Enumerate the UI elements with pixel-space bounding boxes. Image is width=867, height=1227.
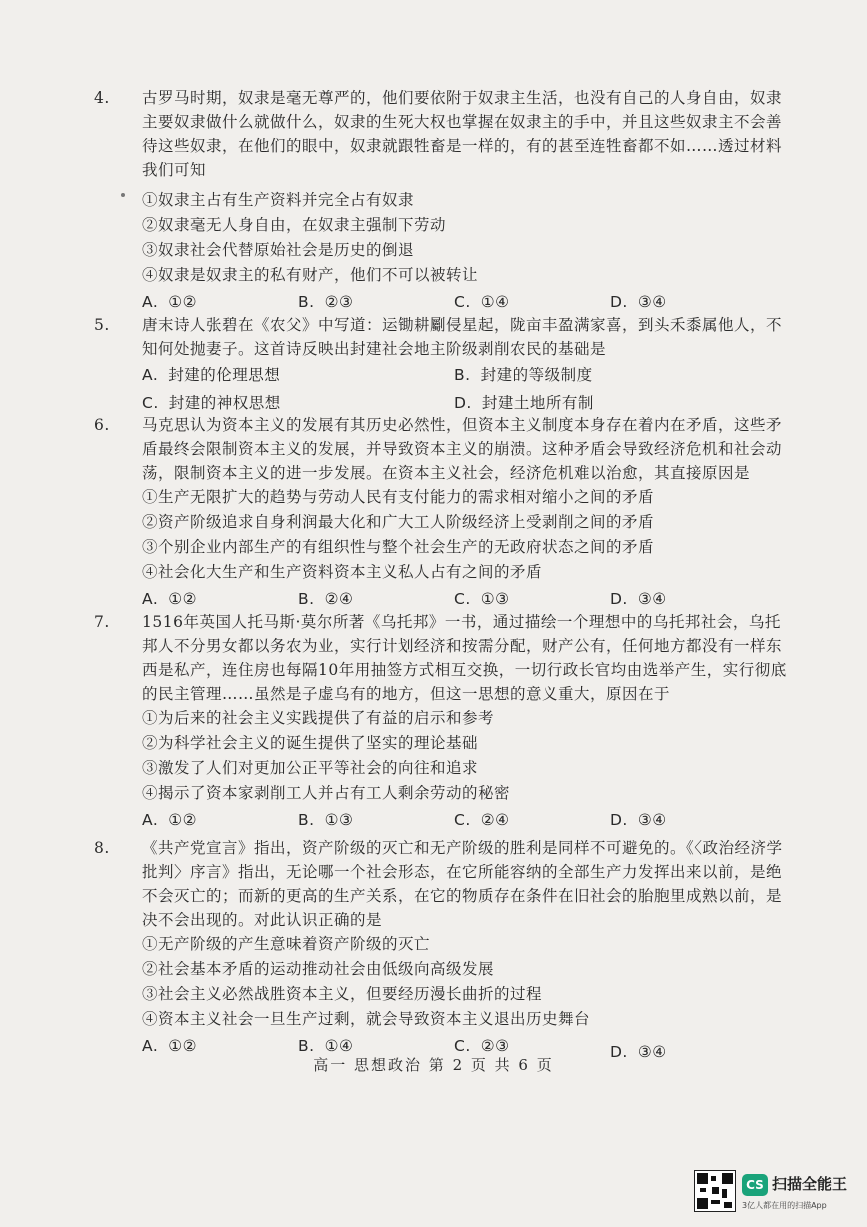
statement-item: ①无产阶级的产生意味着资产阶级的灭亡 [142,935,431,953]
question-stem-text: 马克思认为资本主义的发展有其历史必然性，但资本主义制度本身存在着内在矛盾，这些矛盾最终会限制资本主义的发展，并导致资本主义的崩溃。这种矛盾会导致经济危机和社会动荡，限制资本主义的进一步发展。在资本主义社会，经济危机难以治愈，其直接原因是 [142,416,783,482]
page-footer: 高一 思想政治 第 2 页 共 6 页 [313,1056,554,1074]
statement-item: ②奴隶毫无人身自由，在奴隶主强制下劳动 [142,216,447,234]
question-stem [94,86,788,182]
question-7 [94,610,788,834]
question-5 [94,313,788,417]
statement-item: ③个别企业内部生产的有组织性与整个社会生产的无政府状态之间的矛盾 [142,538,655,556]
choice-d[interactable]: D. 封建土地所有制 [454,394,594,412]
question-number: 6. [94,416,110,434]
choice-c[interactable]: C. ①③ [454,590,510,608]
statement-item: ①奴隶主占有生产资料并完全占有奴隶 [142,191,415,209]
statement-item: ①生产无限扩大的趋势与劳动人民有支付能力的需求相对缩小之间的矛盾 [142,488,655,506]
question-stem [94,413,788,485]
camscanner-name: 扫描全能王 [772,1175,848,1193]
statement-item: ③奴隶社会代替原始社会是历史的倒退 [142,241,415,259]
choice-a[interactable]: A. ①② [142,590,198,608]
statement-item: ④社会化大生产和生产资料资本主义私人占有之间的矛盾 [142,563,543,581]
choice-d[interactable]: D. ③④ [610,590,667,608]
question-stem-text: 1516年英国人托马斯·莫尔所著《乌托邦》一书，通过描绘一个理想中的乌托邦社会，乌托邦人不分男女都以务农为业，实行计划经济和按需分配，财产公有，任何地方都没有一样东西是私产，连住房也每隔10年用抽签方式相互交换，一切行政长官均由选举产生，实行彻底的民主管理……虽然是子虚乌有的地方，但这一思想的意义重大，原因在于 [142,613,787,703]
statement-item: ①为后来的社会主义实践提供了有益的启示和参考 [142,709,495,727]
choice-b[interactable]: B. ①④ [298,1037,354,1055]
answer-choices [118,808,788,834]
choice-c[interactable]: C. ②③ [454,1037,510,1055]
question-8 [94,836,788,1061]
statement-item: ③激发了人们对更加公正平等社会的向往和追求 [142,759,479,777]
choice-d[interactable]: D. ③④ [610,811,667,829]
question-stem [94,610,788,706]
question-stem [94,836,788,932]
statement-item: ④揭示了资本家剥削工人并占有工人剩余劳动的秘密 [142,784,511,802]
question-stem [94,313,788,361]
statement-item: ④奴隶是奴隶主的私有财产，他们不可以被转让 [142,266,479,284]
question-stem-text: 《共产党宣言》指出，资产阶级的灭亡和无产阶级的胜利是同样不可避免的。《〈政治经济学批判〉序言》指出，无论哪一个社会形态，在它所能容纳的全部生产力发挥出来以前，是绝不会灭亡的；而新的更高的生产关系，在它的物质存在条件在旧社会的胎胞里成熟以前，是决不会出现的。对此认识正确的是 [142,839,783,929]
statement-item: ③社会主义必然战胜资本主义，但要经历漫长曲折的过程 [142,985,543,1003]
choice-b[interactable]: B. ①③ [298,811,354,829]
camscanner-logo: CS [742,1174,768,1196]
question-stem-text: 唐末诗人张碧在《农父》中写道：运锄耕劚侵星起，陇亩丰盈满家喜，到头禾黍属他人，不知何处抛妻子。这首诗反映出封建社会地主阶级剥削农民的基础是 [142,316,783,358]
choice-d[interactable]: D. ③④ [610,293,667,311]
choice-b[interactable]: B. 封建的等级制度 [454,366,593,384]
question-4 [94,86,788,316]
question-number: 5. [94,316,110,334]
statement-item: ②社会基本矛盾的运动推动社会由低级向高级发展 [142,960,495,978]
question-number: 8. [94,839,110,857]
question-number: 4. [94,89,110,107]
choice-c[interactable]: C. 封建的神权思想 [142,394,281,412]
statement-item: ②资产阶级追求自身利润最大化和广大工人阶级经济上受剥削之间的矛盾 [142,513,655,531]
choice-a[interactable]: A. ①② [142,811,198,829]
choice-c[interactable]: C. ②④ [454,811,510,829]
choice-a[interactable]: A. ①② [142,1037,198,1055]
choice-d[interactable]: D. ③④ [610,1043,667,1061]
choice-a[interactable]: A. 封建的伦理思想 [142,366,281,384]
camscanner-tagline: 3亿人都在用的扫描App [742,1201,827,1210]
qr-code-icon [694,1170,736,1212]
choice-c[interactable]: C. ①④ [454,293,510,311]
choice-b[interactable]: B. ②④ [298,590,354,608]
answer-choices-row-1 [118,363,788,389]
statement-item: ②为科学社会主义的诞生提供了坚实的理论基础 [142,734,479,752]
choice-a[interactable]: A. ①② [142,293,198,311]
statement-item: ④资本主义社会一旦生产过剩，就会导致资本主义退出历史舞台 [142,1010,591,1028]
question-stem-text: 古罗马时期，奴隶是毫无尊严的，他们要依附于奴隶主生活，也没有自己的人身自由，奴隶主要奴隶做什么就做什么，奴隶的生死大权也掌握在奴隶主的手中，并且这些奴隶主不会善待这些奴隶，在他们的眼中，奴隶就跟牲畜是一样的，有的甚至连牲畜都不如……透过材料我们可知 [142,89,783,179]
scanner-watermark [694,1170,854,1218]
question-number: 7. [94,613,110,631]
question-6 [94,413,788,613]
choice-b[interactable]: B. ②③ [298,293,354,311]
